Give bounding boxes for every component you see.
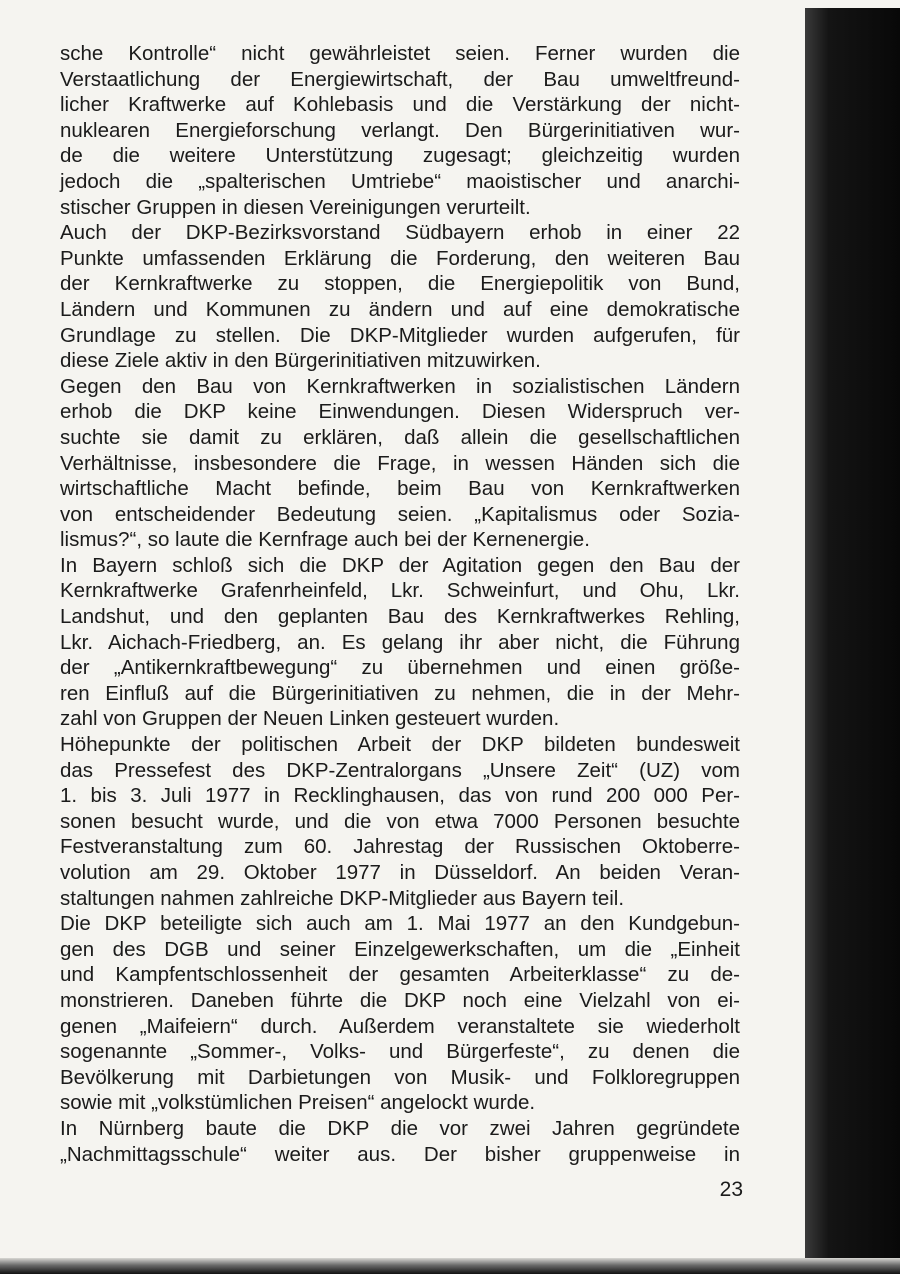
body-text bbox=[60, 41, 740, 1167]
text-line: Festveranstaltung zum 60. Jahrestag der Russischen Oktoberre- bbox=[60, 835, 740, 859]
text-line: de die weitere Unterstützung zugesagt; gleichzeitig wurden bbox=[60, 144, 740, 168]
book-spine-shadow bbox=[805, 8, 900, 1274]
text-line: Landshut, und den geplanten Bau des Kernkraftwerkes Rehling, bbox=[60, 605, 740, 629]
text-line: suchte sie damit zu erklären, daß allein die gesellschaftlichen bbox=[60, 425, 740, 449]
text-line: „Nachmittagsschule“ weiter aus. Der bisher gruppenweise in bbox=[60, 1142, 740, 1166]
text-line: genen „Maifeiern“ durch. Außerdem veranstaltete sie wiederholt bbox=[60, 1014, 740, 1038]
text-line: Verhältnisse, insbesondere die Frage, in wessen Händen sich die bbox=[60, 451, 740, 475]
text-line: von entscheidender Bedeutung seien. „Kapitalismus oder Sozia- bbox=[60, 502, 740, 526]
text-line: erhob die DKP keine Einwendungen. Diesen Widerspruch ver- bbox=[60, 400, 740, 424]
text-line: sogenannte „Sommer-, Volks- und Bürgerfeste“, zu denen die bbox=[60, 1040, 740, 1064]
text-line: Kernkraftwerke Grafenrheinfeld, Lkr. Schweinfurt, und Ohu, Lkr. bbox=[60, 579, 740, 603]
text-line: Punkte umfassenden Erklärung die Forderung, den weiteren Bau bbox=[60, 246, 740, 270]
text-line: sowie mit „volkstümlichen Preisen“ angelockt wurde. bbox=[60, 1091, 536, 1115]
text-line: In Nürnberg baute die DKP die vor zwei Jahren gegründete bbox=[60, 1116, 740, 1140]
text-line: volution am 29. Oktober 1977 in Düsseldorf. An beiden Veran- bbox=[60, 861, 740, 884]
text-line: Gegen den Bau von Kernkraftwerken in sozialistischen Ländern bbox=[60, 374, 740, 398]
text-line: In Bayern schloß sich die DKP der Agitation gegen den Bau der bbox=[60, 553, 740, 577]
text-line: ren Einfluß auf die Bürgerinitiativen zu nehmen, die in der Mehr- bbox=[60, 681, 740, 705]
text-line: licher Kraftwerke auf Kohlebasis und die Verstärkung der nicht- bbox=[60, 93, 740, 117]
text-line: Die DKP beteiligte sich auch am 1. Mai 1977 an den Kundgebun- bbox=[60, 912, 740, 936]
text-line: stischer Gruppen in diesen Vereinigungen verurteilt. bbox=[60, 195, 531, 219]
text-line: staltungen nahmen zahlreiche DKP-Mitglieder aus Bayern teil. bbox=[60, 886, 625, 910]
text-line: wirtschaftliche Macht befinde, beim Bau von Kernkraftwerken bbox=[60, 477, 740, 501]
text-line: jedoch die „spalterischen Umtriebe“ maoistischer und anarchi- bbox=[60, 169, 740, 193]
text-line: Ländern und Kommunen zu ändern und auf eine demokratische bbox=[60, 297, 740, 321]
text-line: monstrieren. Daneben führte die DKP noch eine Vielzahl von ei- bbox=[60, 988, 740, 1012]
text-line: Bevölkerung mit Darbietungen von Musik- und Folkloregruppen bbox=[60, 1065, 740, 1089]
text-line: gen des DGB und seiner Einzelgewerkschaften, um die „Einheit bbox=[60, 937, 740, 961]
text-line: Grundlage zu stellen. Die DKP-Mitglieder wurden aufgerufen, für bbox=[60, 323, 740, 347]
text-line: Lkr. Aichach-Friedberg, an. Es gelang ihr aber nicht, die Führung bbox=[60, 630, 740, 654]
text-line: zahl von Gruppen der Neuen Linken gesteuert wurden. bbox=[60, 707, 560, 731]
text-line: sonen besucht wurde, und die von etwa 7000 Personen besuchte bbox=[60, 809, 740, 833]
text-line: der Kernkraftwerke zu stoppen, die Energiepolitik von Bund, bbox=[60, 272, 740, 296]
text-line: und Kampfentschlossenheit der gesamten Arbeiterklasse“ zu de- bbox=[60, 963, 740, 987]
page-bottom-edge bbox=[0, 1258, 900, 1274]
text-line: nuklearen Energieforschung verlangt. Den Bürgerinitiativen wur- bbox=[60, 118, 740, 142]
text-line: Höhepunkte der politischen Arbeit der DKP bildeten bundesweit bbox=[60, 733, 740, 757]
text-line: Verstaatlichung der Energiewirtschaft, der Bau umweltfreund- bbox=[60, 67, 740, 91]
text-line: das Pressefest des DKP-Zentralorgans „Unsere Zeit“ (UZ) vom bbox=[60, 758, 740, 782]
text-line: sche Kontrolle“ nicht gewährleistet seien. Ferner wurden die bbox=[60, 42, 740, 65]
text-line: diese Ziele aktiv in den Bürgerinitiativen mitzuwirken. bbox=[60, 349, 541, 373]
page-number: 23 bbox=[719, 1178, 743, 1201]
text-line: Auch der DKP-Bezirksvorstand Südbayern erhob in einer 22 bbox=[60, 221, 740, 245]
text-line: der „Antikernkraftbewegung“ zu übernehmen und einen größe- bbox=[60, 656, 740, 680]
text-line: 1. bis 3. Juli 1977 in Recklinghausen, das von rund 200 000 Per- bbox=[60, 784, 740, 808]
text-line: lismus?“, so laute die Kernfrage auch bei der Kernenergie. bbox=[60, 528, 590, 552]
